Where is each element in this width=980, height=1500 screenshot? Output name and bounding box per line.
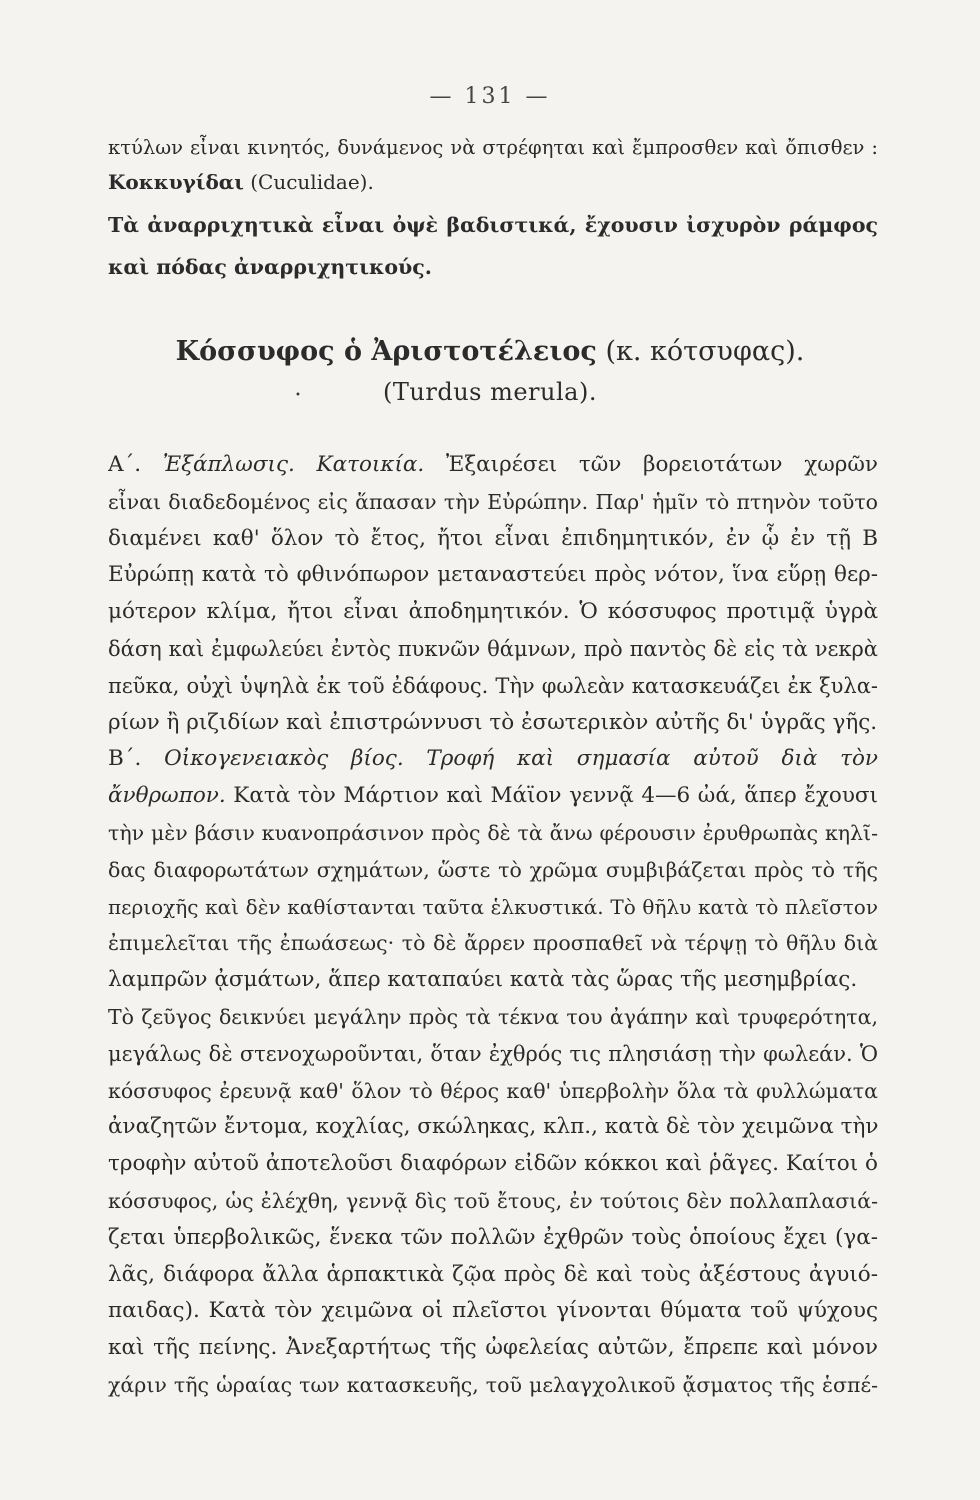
species-common-name: (κ. κότσυφας). xyxy=(605,336,805,367)
text-line: πεῦκα, οὐχὶ ὑψηλὰ ἐκ τοῦ ἐδάφους. Τὴν φωλεὰν κατασκευάζει ἐκ ξυλα- xyxy=(108,673,878,698)
section-b-title: Οἰκογενειακὸς βίος. Τροφή καὶ σημασία αὐτοῦ διὰ τὸν xyxy=(164,746,878,772)
text-line: λαμπρῶν ᾀσμάτων, ἅπερ καταπαύει κατὰ τὰς ὥρας τῆς μεσημβρίας. xyxy=(108,967,858,993)
family-name: Κοκκυγίδαι xyxy=(108,170,244,194)
text-line: χάριν τῆς ὡραίας των κατασκευῆς, τοῦ μελαγχολικοῦ ᾄσματος τῆς ἑσπέ- xyxy=(108,1372,878,1397)
section-b-heading-line-2 xyxy=(108,778,878,815)
page-number: — 131 — xyxy=(429,84,551,109)
text-line: δας διαφορωτάτων σχημάτων, ὥστε τὸ χρῶμα συμβιβάζεται πρὸς τὸ τῆς xyxy=(108,857,878,882)
text-line: περιοχῆς καὶ δὲν καθίστανται ταῦτα ἑλκυστικά. Τὸ θῆλυ κατὰ τὸ πλεῖστον xyxy=(108,894,878,919)
text-line: Τὸ ζεῦγος δεικνύει μεγάλην πρὸς τὰ τέκνα του ἀγάπην καὶ τρυφερότητα, xyxy=(108,1004,878,1029)
intro-paragraph xyxy=(108,130,878,200)
text-line: μότερον κλίμα, ἤτοι εἶναι ἀποδημητικόν. Ὁ κόσσυφος προτιμᾷ ὑγρὰ xyxy=(108,599,878,625)
text-line: ἀναζητῶν ἔντομα, κοχλίας, σκώληκας, κλπ., κατὰ δὲ τὸν χειμῶνα τὴν xyxy=(108,1114,878,1140)
text-line: κόσσυφος, ὡς ἐλέχθη, γεννᾷ δὶς τοῦ ἔτους, ἐν τούτοις δὲν πολλαπλασιά- xyxy=(108,1188,878,1213)
text-line: ρίων ἢ ριζιδίων καὶ ἐπιστρώννυσι τὸ ἐσωτερικὸν αὐτῆς δι' ὑγρᾶς γῆς. xyxy=(108,709,878,735)
stray-mark: • xyxy=(295,390,301,401)
section-a-text: Ἐξαιρέσει τῶν βορειοτάτων χωρῶν xyxy=(445,452,878,477)
text-line: εἶναι διαδεδομένος εἰς ἅπασαν τὴν Εὐρώπην. Παρ' ἡμῖν τὸ πτηνὸν τοῦτο xyxy=(108,489,878,514)
family-latin: (Cuculidae). xyxy=(250,170,374,194)
body-text xyxy=(108,447,878,1404)
text-line: δάση καὶ ἐμφωλεύει ἐντὸς πυκνῶν θάμνων, πρὸ παντὸς δὲ εἰς τὰ νεκρὰ xyxy=(108,636,878,661)
section-b-title-cont: ἄνθρωπον. xyxy=(108,783,226,809)
section-b-label: Β΄. xyxy=(108,746,142,772)
section-b-heading-line xyxy=(108,741,878,778)
text-line: τροφὴν αὐτοῦ ἀποτελοῦσι διαφόρων εἰδῶν κόκκοι καὶ ῥᾶγες. Καίτοι ὁ xyxy=(108,1151,878,1177)
species-title: Κόσσυφος ὁ Ἀριστοτέλειος xyxy=(175,336,597,367)
section-a-title: Ἐξάπλωσις. Κατοικία. xyxy=(162,452,425,477)
text-line: κτύλων εἶναι κινητός, δυνάμενος νὰ στρέφηται καὶ ἔμπροσθεν καὶ ὄπισθεν : xyxy=(108,136,878,159)
text-line: διαμένει καθ' ὅλον τὸ ἔτος, ἤτοι εἶναι ἐπιδημητικόν, ἐν ᾧ ἐν τῇ Β xyxy=(108,525,878,551)
text-line: λᾶς, διάφορα ἄλλα ἁρπακτικὰ ζῷα πρὸς δὲ καὶ τοὺς ἀξέστους ἀγυιό- xyxy=(108,1261,878,1287)
text-line: ἐπιμελεῖται τῆς ἐπωάσεως· τὸ δὲ ἄρρεν προσπαθεῖ νὰ τέρψῃ τὸ θῆλυ διὰ xyxy=(108,931,878,956)
text-line xyxy=(108,165,878,200)
text-line: τὴν μὲν βάσιν κυανοπράσινον πρὸς δὲ τὰ ἄνω φέρουσιν ἐρυθρωπὰς κηλῖ- xyxy=(108,820,878,845)
text-line: καὶ πόδας ἀναρριχητικούς. xyxy=(108,255,432,279)
text-line: μεγάλως δὲ στενοχωροῦνται, ὅταν ἐχθρός τις πλησιάσῃ τὴν φωλεάν. Ὁ xyxy=(108,1041,878,1066)
section-a-heading-line xyxy=(108,447,878,484)
text-line: κόσσυφος ἐρευνᾷ καθ' ὅλον τὸ θέρος καθ' ὑπερβολὴν ὅλα τὰ φυλλώματα xyxy=(108,1078,878,1103)
text-line: καὶ τῆς πείνης. Ἀνεξαρτήτως τῆς ὠφελείας αὐτῶν, ἔπρεπε καὶ μόνον xyxy=(108,1335,878,1361)
text-line: Εὐρώπῃ κατὰ τὸ φθινόπωρον μεταναστεύει πρὸς νότον, ἵνα εὕρῃ θερ- xyxy=(108,562,878,588)
species-heading xyxy=(0,336,980,367)
species-latin-name: (Turdus merula). xyxy=(383,378,597,406)
text-line: ζεται ὑπερβολικῶς, ἕνεκα τῶν πολλῶν ἐχθρῶν τοὺς ὁποίους ἔχει (γα- xyxy=(108,1224,878,1250)
text-line: παιδας). Κατὰ τὸν χειμῶνα οἱ πλεῖστοι γίνονται θύματα τοῦ ψύχους xyxy=(108,1298,878,1324)
section-a-label: Α΄. xyxy=(108,452,142,477)
bold-paragraph xyxy=(108,204,878,288)
section-b-text: Κατὰ τὸν Μάρτιον καὶ Μάϊον γεννᾷ 4—6 ὠά, ἅπερ ἔχουσι xyxy=(233,783,878,809)
text-line: Τὰ ἀναρριχητικὰ εἶναι ὀψὲ βαδιστικά, ἔχουσιν ἰσχυρὸν ράμφος xyxy=(108,213,878,237)
